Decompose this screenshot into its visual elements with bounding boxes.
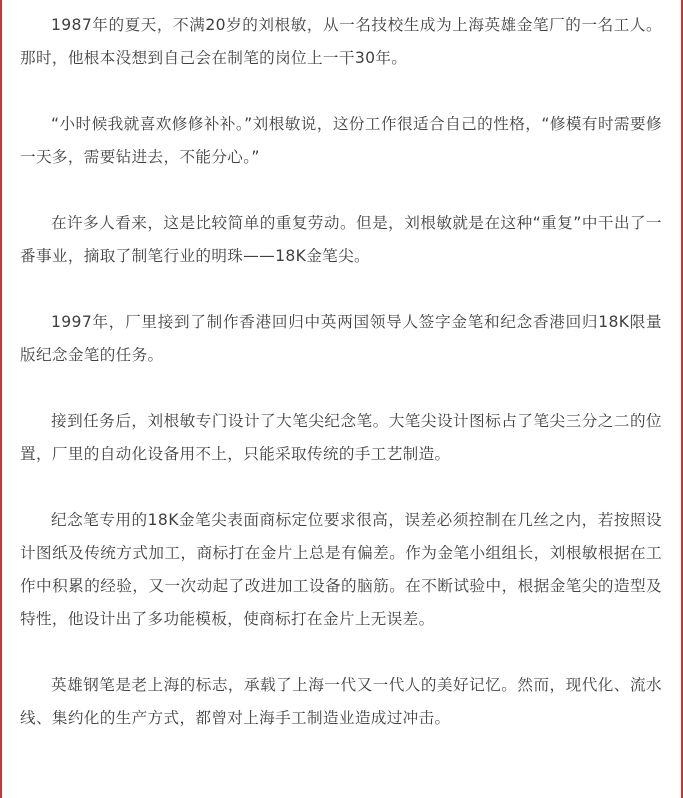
paragraph-2: “小时候我就喜欢修修补补。”刘根敏说，这份工作很适合自己的性格，“修模有时需要修一天多，需要钻进去，不能分心。” [20, 115, 662, 166]
paragraph-7: 英雄钢笔是老上海的标志，承载了上海一代又一代人的美好记忆。然而，现代化、流水线、集约化的生产方式，都曾对上海手工制造业造成过冲击。 [20, 676, 662, 727]
paragraph-4: 1997年，厂里接到了制作香港回归中英两国领导人签字金笔和纪念香港回归18K限量版纪念金笔的任务。 [20, 313, 662, 364]
paragraph-3: 在许多人看来，这是比较简单的重复劳动。但是，刘根敏就是在这种“重复”中干出了一番事业，摘取了制笔行业的明珠——18K金笔尖。 [20, 214, 662, 265]
article-body [20, 9, 662, 768]
paragraph-6: 纪念笔专用的18K金笔尖表面商标定位要求很高，误差必须控制在几丝之内，若按照设计图纸及传统方式加工，商标打在金片上总是有偏差。作为金笔小组组长，刘根敏根据在工作中积累的经验，又一次动起了改进加工设备的脑筋。在不断试验中，根据金笔尖的造型及特性，他设计出了多功能模板，使商标打在金片上无误差。 [20, 511, 662, 628]
paragraph-1: 1987年的夏天，不满20岁的刘根敏，从一名技校生成为上海英雄金笔厂的一名工人。那时，他根本没想到自己会在制笔的岗位上一干30年。 [20, 16, 662, 67]
paragraph-5: 接到任务后，刘根敏专门设计了大笔尖纪念笔。大笔尖设计图标占了笔尖三分之二的位置，厂里的自动化设备用不上，只能采取传统的手工艺制造。 [20, 412, 662, 463]
